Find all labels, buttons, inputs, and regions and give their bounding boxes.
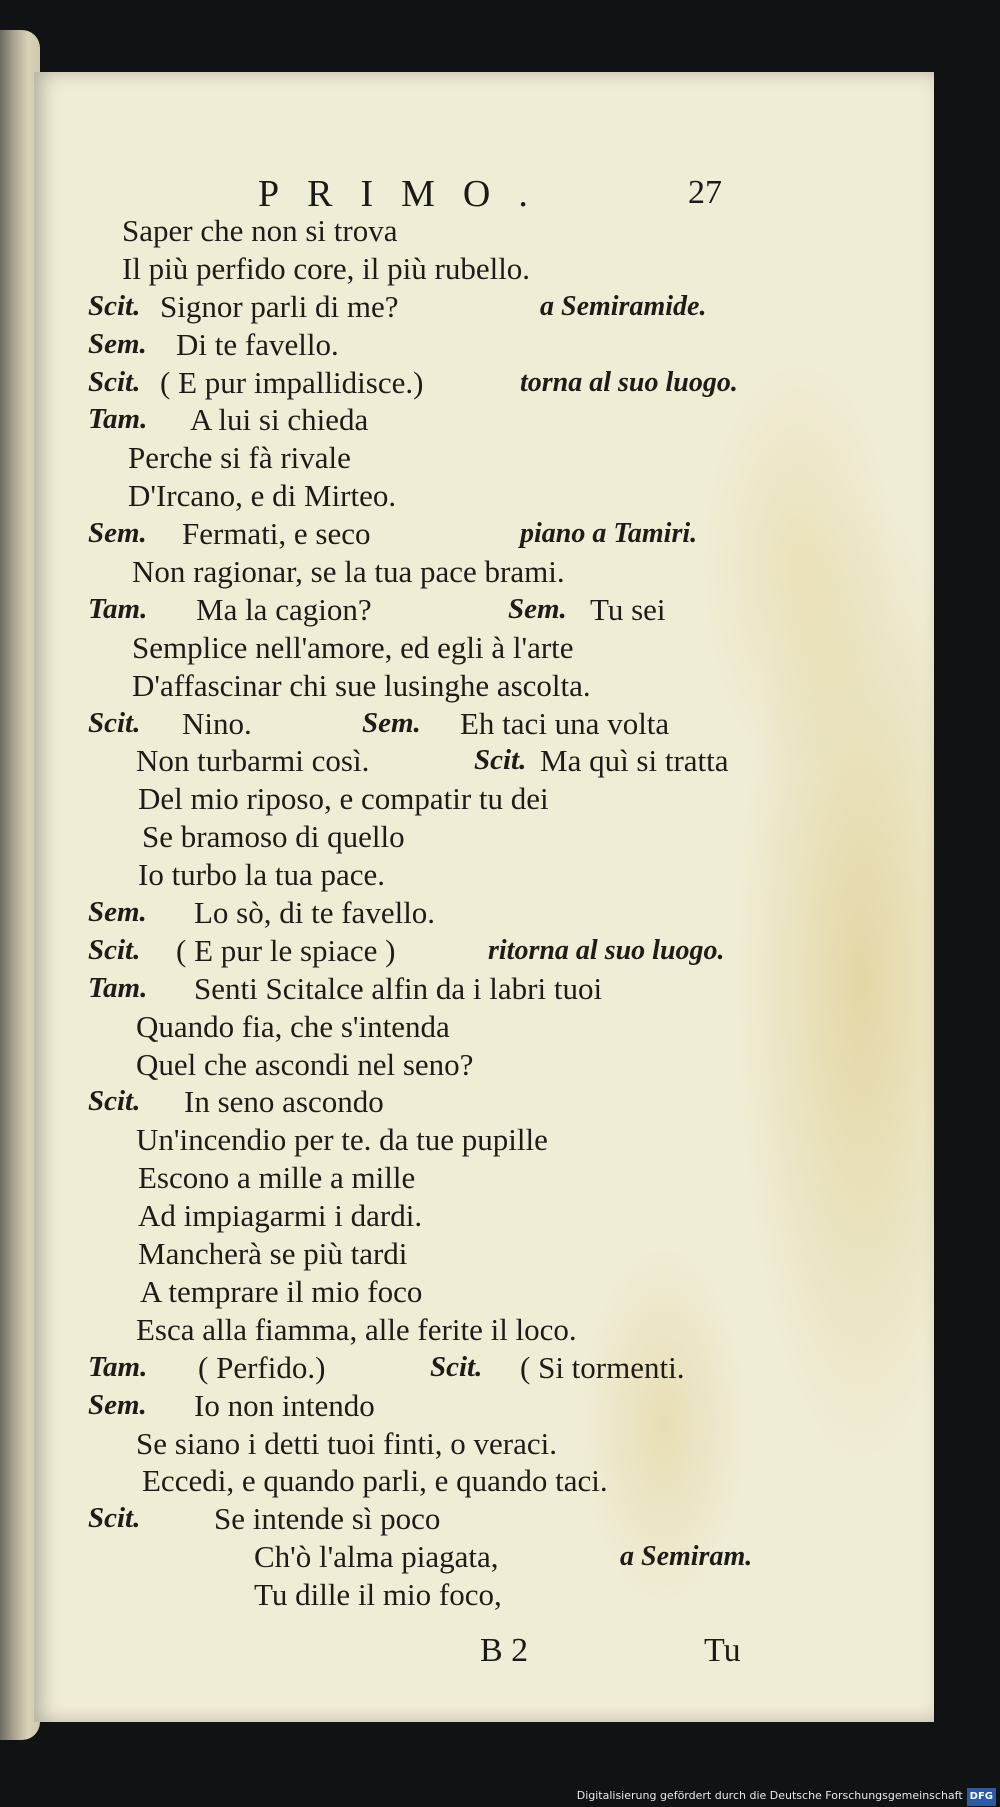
line-text: Quel che ascondi nel seno? (136, 1046, 474, 1082)
text-line (0, 1121, 1000, 1159)
text-line (0, 1538, 1000, 1576)
line-text: Ch'ò l'alma piagata, (254, 1539, 499, 1575)
line-text: Semplice nell'amore, ed egli à l'arte (132, 629, 574, 665)
text-line (0, 401, 1000, 439)
text-line (0, 856, 1000, 894)
line-text: Io non intendo (194, 1387, 375, 1423)
line-text: Signor parli di me? (160, 288, 399, 324)
text-line (0, 970, 1000, 1008)
line-text: Tu dille il mio foco, (254, 1577, 502, 1613)
line-text: Lo sò, di te favello. (194, 895, 436, 931)
text-line (0, 1008, 1000, 1046)
text-line (0, 1159, 1000, 1197)
text-line (0, 629, 1000, 667)
stage-direction: a Semiram. (620, 1541, 753, 1573)
line-text: A lui si chieda (190, 402, 369, 438)
speaker-label: Tam. (88, 592, 148, 625)
text-line (0, 1425, 1000, 1463)
line-text: Ma la cagion? (196, 591, 372, 627)
line-text: Senti Scitalce alfin da i labri tuoi (194, 970, 603, 1006)
line-text: Non ragionar, se la tua pace brami. (132, 554, 565, 590)
text-line (0, 1462, 1000, 1500)
text-line (0, 667, 1000, 705)
speaker-label: Scit. (430, 1350, 483, 1383)
speaker-label: Tam. (88, 1350, 148, 1383)
digitization-credit (571, 1787, 996, 1805)
text-line (0, 591, 1000, 629)
text-line (0, 288, 1000, 326)
page-title: PRIMO. (258, 173, 556, 215)
speaker-label: Tam. (88, 971, 148, 1004)
line-text: D'Ircano, e di Mirteo. (128, 478, 397, 514)
line-text: Non turbarmi così. (136, 743, 370, 779)
speaker-label: Sem. (88, 1388, 147, 1421)
text-line (0, 326, 1000, 364)
credit-text: Digitalisierung gefördert durch die Deutsche Forschungsgemeinschaft (576, 1789, 963, 1802)
line-text: ( E pur le spiace ) (176, 932, 396, 968)
text-line (0, 515, 1000, 553)
text-line (0, 250, 1000, 288)
line-text: Eccedi, e quando parli, e quando taci. (142, 1463, 608, 1499)
line-text: Esca alla fiamma, alle ferite il loco. (136, 1311, 577, 1347)
stage-direction: torna al suo luogo. (520, 366, 738, 398)
text-line (0, 477, 1000, 515)
speaker-label: Sem. (88, 327, 147, 360)
line-text: Escono a mille a mille (138, 1160, 416, 1196)
text-line (0, 439, 1000, 477)
line-text: D'affascinar chi sue lusinghe ascolta. (132, 667, 591, 703)
speaker-label: Scit. (88, 1085, 141, 1118)
line-text: Del mio riposo, e compatir tu dei (138, 781, 549, 817)
line-text: Ad impiagarmi i dardi. (138, 1198, 423, 1234)
line-text: Un'incendio per te. da tue pupille (136, 1122, 548, 1158)
line-text: Nino. (182, 705, 252, 741)
line-text: Se intende sì poco (214, 1501, 441, 1537)
line-text: In seno ascondo (184, 1084, 384, 1120)
text-line (0, 932, 1000, 970)
line-text: Di te favello. (176, 326, 339, 362)
page-footer (0, 1632, 1000, 1676)
speaker-label: Scit. (88, 706, 141, 739)
text-line (0, 1349, 1000, 1387)
speaker-label: Tam. (88, 403, 148, 436)
stage-direction: a Semiramide. (540, 290, 707, 322)
line-text: Eh taci una volta (460, 705, 670, 741)
text-line (0, 1576, 1000, 1614)
line-text: Ma quì si tratta (540, 743, 729, 779)
text-line (0, 1046, 1000, 1084)
speaker-label: Scit. (88, 289, 141, 322)
line-text: Se bramoso di quello (142, 819, 405, 855)
speaker-label: Sem. (88, 517, 147, 550)
stage-direction: piano a Tamiri. (520, 518, 698, 550)
speaker-label: Sem. (88, 896, 147, 929)
line-text: Tu sei (590, 591, 666, 627)
text-line (0, 894, 1000, 932)
stage-direction: ritorna al suo luogo. (488, 934, 725, 966)
speaker-label: Scit. (88, 933, 141, 966)
signature-mark: B 2 (480, 1632, 529, 1669)
speaker-label: Sem. (508, 592, 567, 625)
line-text: Il più perfido core, il più rubello. (122, 250, 531, 286)
catchword: Tu (704, 1632, 741, 1669)
text-line (0, 1273, 1000, 1311)
line-text: A temprare il mio foco (140, 1273, 423, 1309)
text-line (0, 818, 1000, 856)
line-text: Fermati, e seco (182, 516, 371, 552)
text-line (0, 1500, 1000, 1538)
text-line (0, 364, 1000, 402)
speaker-label: Sem. (362, 706, 421, 739)
line-text: Mancherà se più tardi (138, 1236, 408, 1272)
line-text: Io turbo la tua pace. (138, 857, 386, 893)
verse-text (0, 212, 1000, 1614)
text-line (0, 780, 1000, 818)
text-line (0, 705, 1000, 743)
line-text: ( Si tormenti. (520, 1349, 685, 1385)
speaker-label: Scit. (88, 365, 141, 398)
text-line (0, 742, 1000, 780)
dfg-logo: DFG (967, 1788, 996, 1806)
line-text: Se siano i detti tuoi finti, o veraci. (136, 1425, 557, 1461)
text-line (0, 553, 1000, 591)
text-line (0, 212, 1000, 250)
text-line (0, 1197, 1000, 1235)
text-line (0, 1235, 1000, 1273)
text-line (0, 1387, 1000, 1425)
line-text: Perche si fà rivale (128, 440, 351, 476)
line-text: ( Perfido.) (198, 1349, 326, 1385)
speaker-label: Scit. (474, 744, 527, 777)
text-line (0, 1311, 1000, 1349)
text-line (0, 1083, 1000, 1121)
line-text: ( E pur impallidisce.) (160, 364, 424, 400)
speaker-label: Scit. (88, 1502, 141, 1535)
line-text: Quando fia, che s'intenda (136, 1008, 450, 1044)
page-number: 27 (688, 174, 722, 211)
line-text: Saper che non si trova (122, 213, 398, 248)
